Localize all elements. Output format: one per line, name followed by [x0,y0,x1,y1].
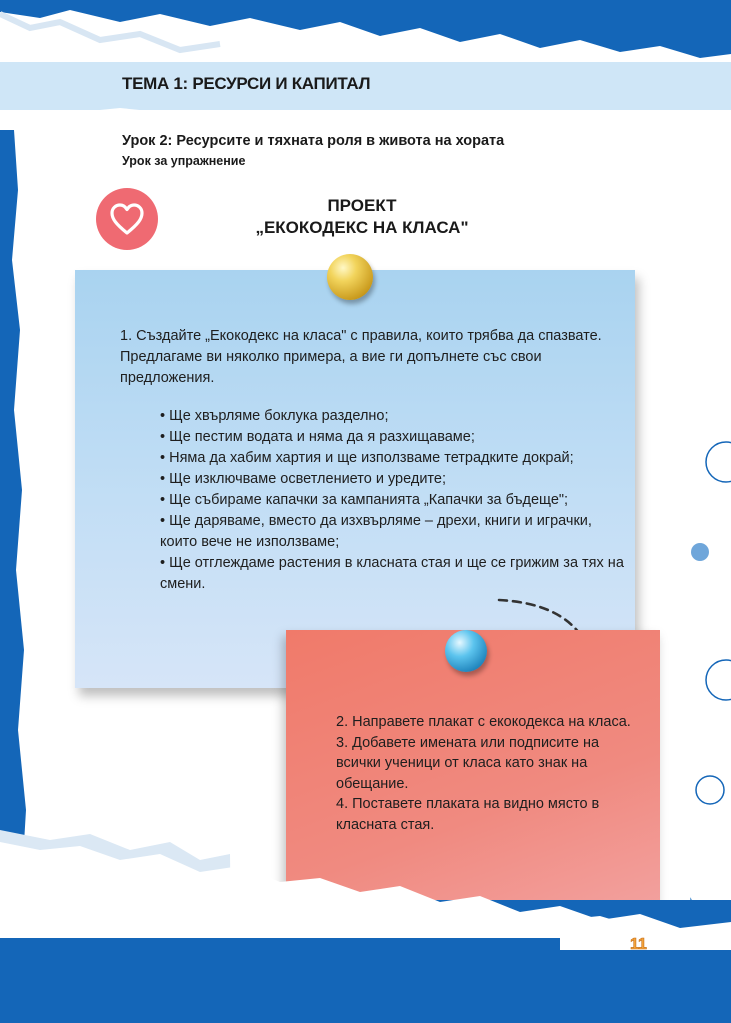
lesson-subtitle: Урок за упражнение [122,154,246,168]
rule-item: • Няма да хабим хартия и ще използваме тетрадките докрай; [160,450,574,466]
rule-item: • Ще хвърляме боклука разделно; [160,408,389,424]
page-number: 11 [630,936,647,953]
torn-paper-bottom [0,820,731,1023]
heart-icon [96,188,158,250]
project-title-line1: ПРОЕКТ [327,196,397,215]
task-item: 2. Направете плакат с екокодекса на класа. [336,714,631,730]
torn-edge [0,104,731,124]
task-item: 3. Добавете имената или подписите на всички ученици от класа като знак на обещание. [336,734,600,792]
theme-title: ТЕМА 1: РЕСУРСИ И КАПИТАЛ [122,74,371,93]
project-title [232,195,492,239]
project-title-line2: „ЕКОКОДЕКС НА КЛАСА" [255,218,469,237]
heart-badge [96,188,158,250]
rule-item: • Ще отглеждаме растения в класната стая и ще се грижим за тях на смени. [160,555,624,592]
lesson-title: Урок 2: Ресурсите и тяхната роля в живота на хората [122,133,505,149]
rule-item: • Ще събираме капачки за кампанията „Капачки за бъдеще"; [160,492,569,508]
rule-item: • Ще пестим водата и няма да я разхищаваме; [160,429,475,445]
rules-list [160,406,630,595]
pushpin-icon [445,630,487,672]
left-edge-stripe [0,130,30,910]
pushpin-icon [327,254,373,300]
rule-item: • Ще изключваме осветлението и уредите; [160,471,446,487]
task-item: 4. Поставете плаката на видно място в класната стая. [336,796,600,833]
task-1-text: 1. Създайте „Екокодекс на класа" с правила, които трябва да спазвате. Предлагаме ви няколко примера, а вие ги допълнете със свои предложения. [120,328,602,386]
tasks-2-4 [336,712,636,835]
rule-item: • Ще даряваме, вместо да изхвърляме – дрехи, книги и играчки, които вече не използваме; [160,513,592,550]
